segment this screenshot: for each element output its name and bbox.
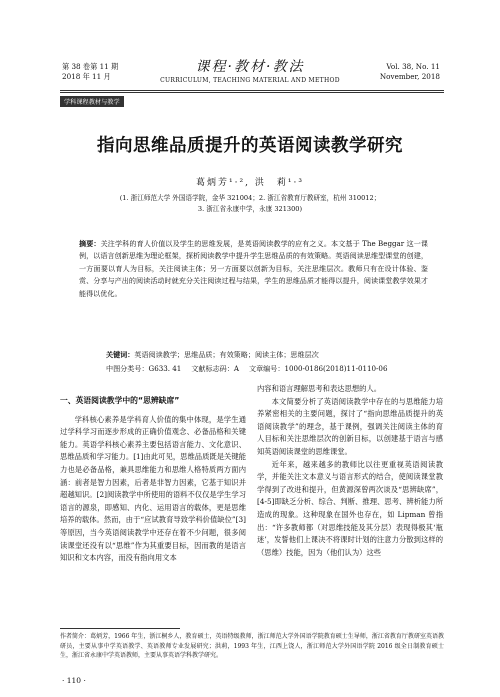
date-cn: 2018 年 11 月	[62, 72, 111, 81]
body-paragraph: 内容和语言理解思考和表达思想的人。	[257, 384, 382, 393]
affiliation-line: (1. 浙江师范大学 外国语学院，金华 321004；2. 浙江省教育厅教研室，杭州 310012；	[119, 194, 381, 202]
volume-cn: 第 38 卷第 11 期	[62, 62, 119, 71]
keywords	[106, 350, 319, 360]
body-left-column	[60, 383, 246, 565]
article-number: 文章编号：1000-0186(2018)11-0110-06	[249, 364, 388, 373]
header-rule-thin	[60, 92, 444, 93]
abstract	[79, 238, 428, 300]
page-number: · 110 ·	[62, 676, 86, 685]
classification-codes	[106, 364, 397, 374]
document-code: 文献标志码：A	[191, 364, 239, 373]
running-header	[0, 54, 500, 90]
journal-name-en: CURRICULUM, TEACHING MATERIAL AND METHOD	[160, 77, 340, 84]
author-footnote: 作者简介：葛炳芳，1966 年生，浙江桐乡人，教育硕士，英语特级教师，浙江师范大学外国语学院教育硕士生导师，浙江省教育厅教研室英语教研员，主要从事中学英语教学、英语教师专业发展研究；洪莉，1993 年生，江西上饶人，浙江师范大学外国语学院 2016 级全日制教育硕士生，浙江省永康中学英语教师，主要从事英语学科教学研究。	[60, 633, 444, 660]
volume-en: Vol. 38, No. 11	[386, 62, 440, 71]
keywords-text: 英语阅读教学；思维品质；有效策略；阅读主体；思维层次	[134, 350, 319, 359]
abstract-text: 关注学科的育人价值以及学生的思维发展，是英语阅读教学的应有之义。本文基于 The Beggar 这一课例，以语言创新思维为理论框架，探析阅读教学中提升学生思维品质的有效策略。英语阅读思维型课堂的创建，一方面要以育人为目标，关注阅读主体；另一方面要以创新为目标，关注思维层次。教师只有在设计体验、鉴赏、分享与产出的阅读活动时就充分关注阅读过程与结果，学生的思维品质才能得以提升，阅读课堂教学效果才能得以优化。	[79, 239, 429, 298]
section-heading: 一、英语阅读教学中的“思辨缺席”	[60, 396, 180, 405]
section-tag: 学科课程教材与教学	[60, 96, 124, 107]
body-paragraph: 本文简要分析了英语阅读教学中存在的与思维能力培养紧密相关的主要问题，探讨了“指向思维品质提升的英语阅读教学”的理念，基于课例，强调关注阅读主体的育人目标和关注思维层次的创新目标，以创建基于语言与感知英语阅读课堂的思维课堂。	[257, 396, 443, 456]
clc-number: 中图分类号：G633. 41	[106, 364, 182, 373]
affiliation-line: 3. 浙江省永康中学，永康 321300)	[197, 205, 303, 213]
issue-info-en	[380, 62, 440, 82]
article-authors: 葛炳芳¹·², 洪 莉¹·³	[196, 178, 304, 188]
author-affiliations	[0, 193, 500, 215]
abstract-label: 摘要：	[79, 239, 101, 248]
date-en: November, 2018	[379, 72, 440, 81]
body-right-column	[257, 383, 443, 559]
body-paragraph: 近年来，越来越多的教师比以往更重视英语阅读教学，并能关注文本意义与语言形式的结合，使阅读课堂教学得到了改进和提升，但黄源深曾两次谈及“思辨缺席”，[4-5]即缺乏分析、综合、判断、推理、思考、辨析能力所造成的现象。这种现象在国外也存在，如 Lipman 曾指出：“许多教师都（对思维技能及其分层）表现得极其‘瓶迷’，发誓他们上课决不将课时计划的注意力分散到这样的（思维）技能，因为（他们认为）这些	[257, 459, 443, 557]
footnote-rule	[60, 628, 180, 629]
header-rule	[60, 90, 444, 91]
article-title: 指向思维品质提升的英语阅读教学研究	[97, 136, 403, 156]
body-paragraph: 学科核心素养是学科育人价值的集中体现，是学生通过学科学习而逐步形成的正确价值观念、必备品格和关键能力。英语学科核心素养主要包括语言能力、文化意识、思维品质和学习能力。[1]由此可见，思维品质既是关键能力也是必备品格，兼具思维能力和思维人格特质两方面内涵：前者是智力因素，后者是非智力因素，它基于知识并超越知识。[2]阅读教学中所使用的语料不仅仅是学生学习语言的源泉，即感知、内化、运用语言的载体，更是思维培养的载体。然而，由于“应试教育导致学科价值缺位”[3]等原因，当今英语阅读教学中还存在着不少问题，很多阅读课堂还没有以“思维”作为其重要目标，因而教的是语言知识和文本内容，而没有指向用文本	[60, 414, 246, 563]
journal-name-cn: 课程·教材·教法	[195, 59, 305, 75]
keywords-label: 关键词：	[106, 350, 135, 359]
